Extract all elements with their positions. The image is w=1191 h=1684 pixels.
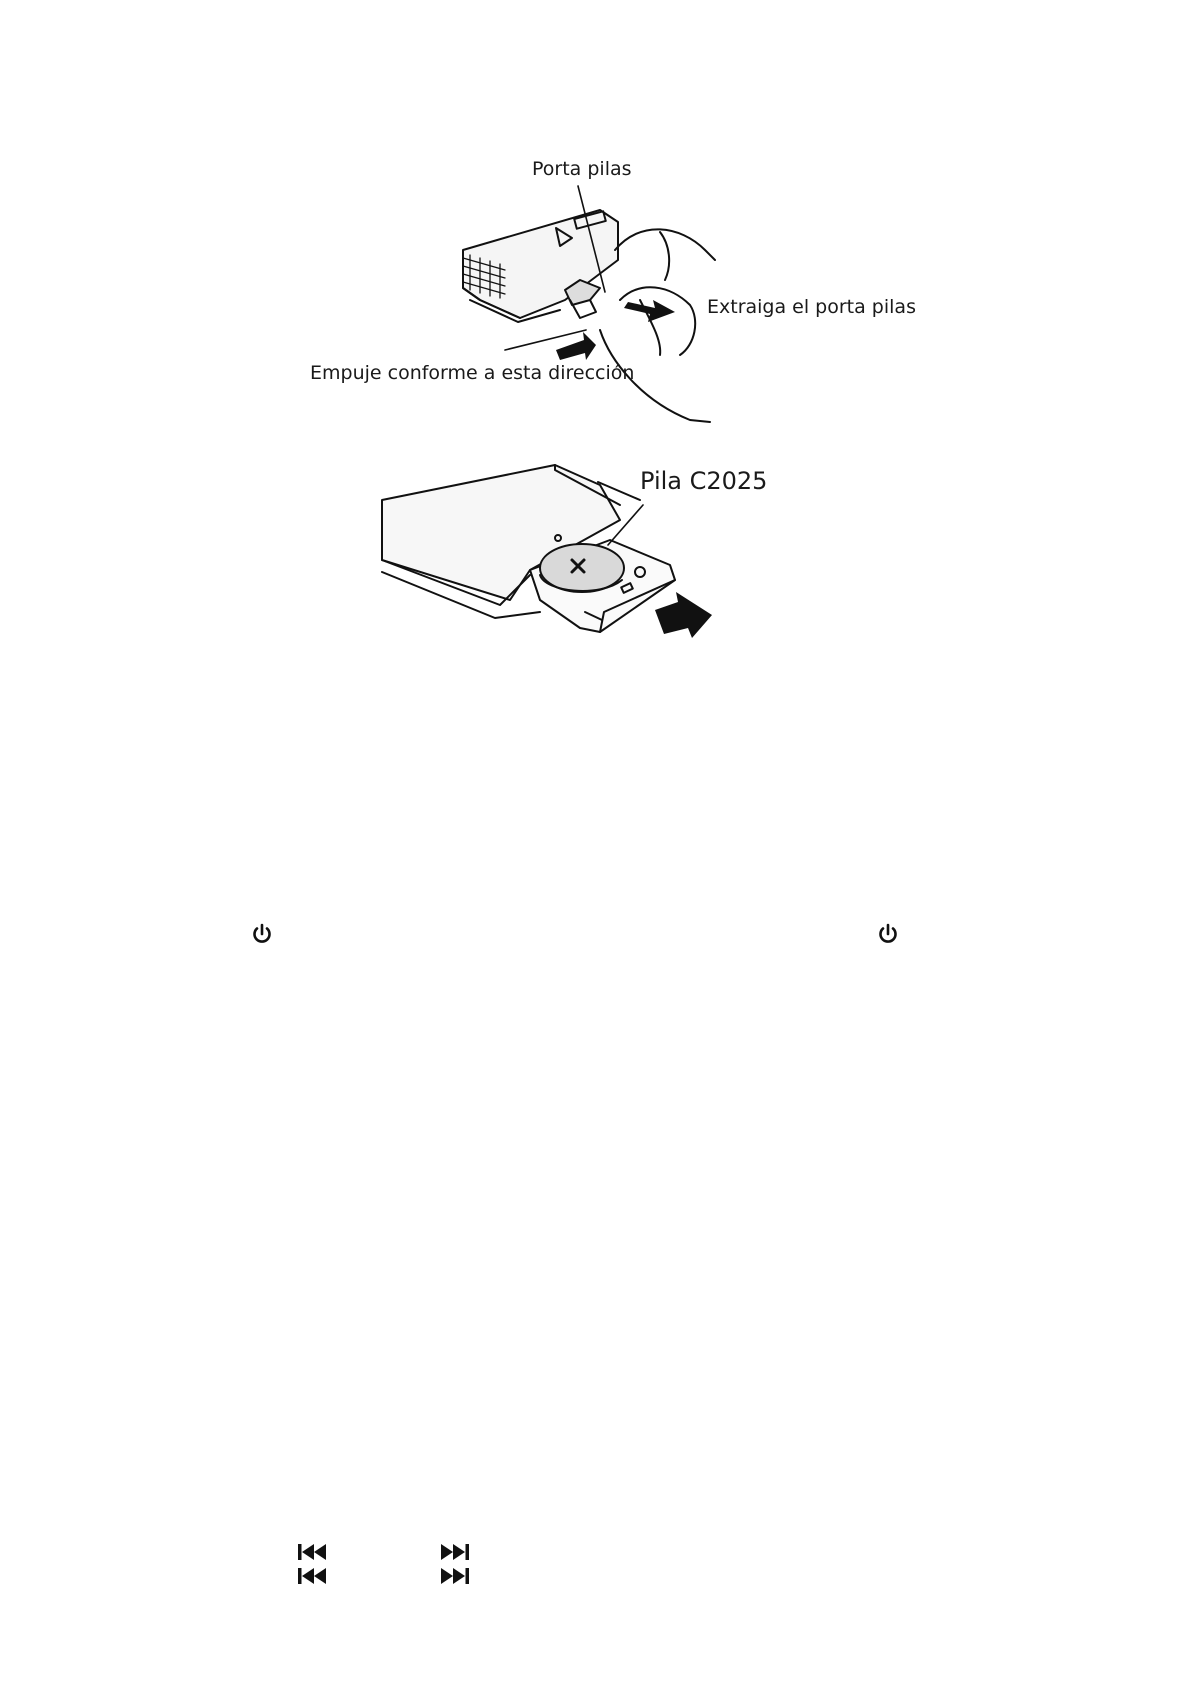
holder-label: Porta pilas bbox=[532, 158, 632, 180]
skip-next-icon bbox=[440, 1542, 470, 1562]
push-direction-label: Empuje conforme a esta dirección bbox=[310, 362, 635, 384]
power-icon bbox=[876, 922, 900, 946]
skip-previous-icon bbox=[297, 1566, 327, 1586]
extract-label: Extraiga el porta pilas bbox=[707, 296, 916, 318]
power-icon bbox=[250, 922, 274, 946]
skip-next-icon bbox=[440, 1566, 470, 1586]
skip-previous-icon bbox=[297, 1542, 327, 1562]
battery-label: Pila C2025 bbox=[640, 467, 768, 495]
